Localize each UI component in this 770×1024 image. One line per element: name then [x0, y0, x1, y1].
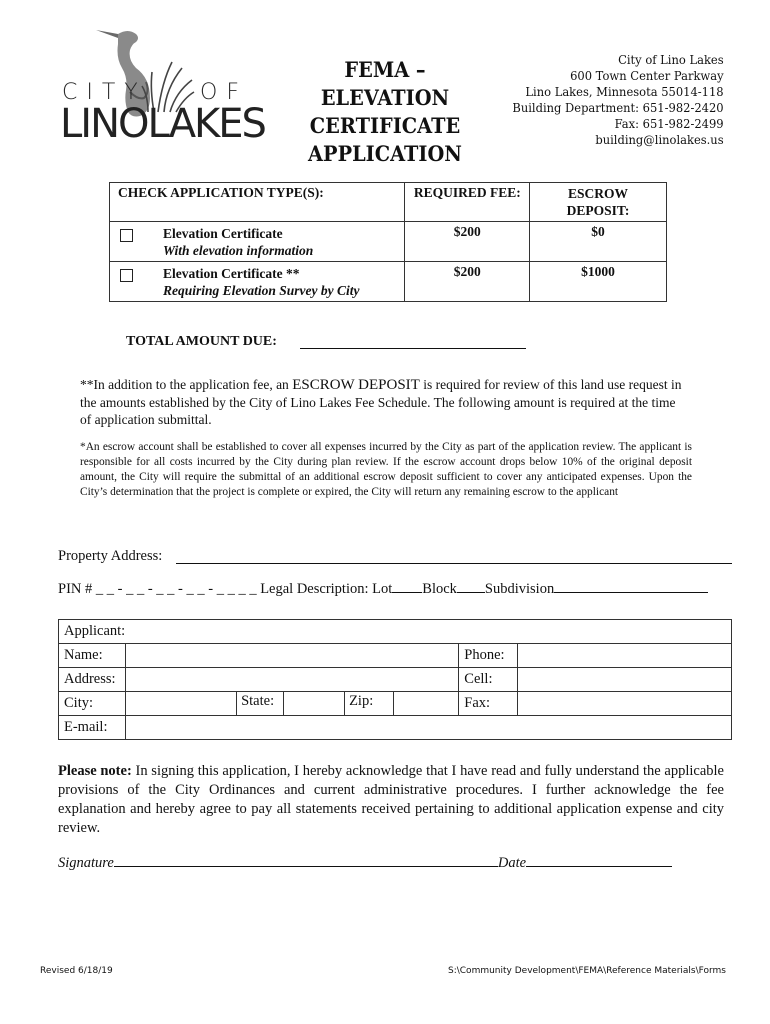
applicant-heading: Applicant:: [59, 620, 732, 644]
lot-field[interactable]: [392, 579, 422, 593]
lot-label: Lot: [372, 581, 393, 597]
city-address-block: [513, 52, 724, 148]
applicant-table: [58, 619, 732, 740]
zip-label: Zip:: [349, 693, 374, 709]
application-type-cell: [110, 262, 405, 302]
checkbox-elevation-survey[interactable]: [120, 269, 133, 282]
para1-emphasis: ESCROW DEPOSIT: [292, 377, 420, 393]
fax-label: Fax:: [459, 692, 518, 716]
state-zip-cell: [237, 692, 394, 716]
city-label: City:: [59, 692, 126, 716]
type-subtitle: Requiring Elevation Survey by City: [163, 283, 360, 298]
cell-label: Cell:: [459, 668, 518, 692]
fax-field[interactable]: [518, 692, 732, 716]
total-amount-label: TOTAL AMOUNT DUE:: [126, 334, 277, 349]
name-field[interactable]: [125, 644, 458, 668]
acknowledgement-note: [58, 762, 724, 838]
name-label: Name:: [59, 644, 126, 668]
legal-description-label: Legal Description:: [260, 581, 369, 597]
state-label: State:: [237, 692, 284, 715]
address-line: Fax: 651-982-2499: [614, 116, 724, 131]
city-field[interactable]: [125, 692, 236, 716]
total-amount-field[interactable]: [300, 348, 526, 349]
address-line: building@linolakes.us: [595, 132, 724, 147]
subdivision-field[interactable]: [554, 579, 708, 593]
date-field[interactable]: [526, 853, 672, 867]
type-subtitle: With elevation information: [163, 243, 314, 258]
phone-field[interactable]: [518, 644, 732, 668]
logo-city-text: CITY: [62, 80, 147, 105]
cell-field[interactable]: [518, 668, 732, 692]
para1-after: is required for review of this land use request in the amounts established by the City of Lino Lakes Fee Schedule. The following amount is required at the time of application submittal.: [80, 377, 682, 427]
fee-table: [109, 182, 667, 302]
address-line: City of Lino Lakes: [618, 52, 724, 67]
header-required-fee: REQUIRED FEE:: [405, 183, 530, 222]
note-label: Please note:: [58, 763, 132, 779]
address-field[interactable]: [125, 668, 458, 692]
application-type-cell: [110, 222, 405, 262]
escrow-value: $0: [530, 222, 667, 262]
note-text: In signing this application, I hereby acknowledge that I have read and fully understand the applicable provisions of the City Ordinances and current administrative procedures. I further acknowledge the fee explanation and hereby agree to pay all statements received pertaining to additional application expense and city review.: [58, 763, 724, 836]
required-fee-value: $200: [405, 262, 530, 302]
block-label: Block: [422, 581, 457, 597]
subdivision-label: Subdivision: [484, 581, 555, 597]
logo-name: LINOLAKES: [60, 101, 265, 147]
logo-of-text: OF: [200, 80, 248, 105]
pin-field[interactable]: _ _ - _ _ - _ _ - _ _ - _ _ _ _: [95, 581, 257, 597]
signature-field[interactable]: [114, 853, 498, 867]
title-line-2: CERTIFICATE: [309, 113, 461, 138]
revised-date: Revised 6/18/19: [40, 966, 113, 976]
header-escrow-deposit: ESCROW DEPOSIT:: [530, 183, 667, 222]
page-title: [279, 56, 491, 168]
title-line-1: FEMA – ELEVATION: [320, 57, 450, 110]
signature-label: Signature: [58, 855, 114, 871]
property-address-field[interactable]: [176, 563, 732, 564]
signature-row: [58, 853, 672, 872]
property-address-label: Property Address:: [58, 548, 163, 564]
pin-row: [58, 579, 708, 598]
date-label: Date: [497, 855, 527, 871]
checkbox-elevation-info[interactable]: [120, 229, 133, 242]
type-title: Elevation Certificate: [163, 226, 283, 241]
title-line-3: APPLICATION: [308, 141, 462, 166]
escrow-value: $1000: [530, 262, 667, 302]
escrow-account-note: *An escrow account shall be established to cover all expenses incurred by the City as part of the application review. The applicant is responsible for all costs incurred by the City during plan review. If the escrow account drops below 10% of the original deposit amount, the City will require the submittal of an additional escrow deposit sufficient to cover any anticipated expenses. Upon the City’s determination that the project is complete or expired, the City will return any remaining escrow to the applicant: [80, 441, 692, 498]
required-fee-value: $200: [405, 222, 530, 262]
pin-label: PIN #: [58, 581, 93, 597]
escrow-paragraph: [80, 376, 690, 428]
email-field[interactable]: [125, 716, 731, 740]
type-title: Elevation Certificate **: [163, 266, 300, 281]
state-field[interactable]: [284, 692, 345, 715]
para1-before: **In addition to the application fee, an: [80, 377, 293, 392]
email-label: E-mail:: [59, 716, 126, 740]
address-line: Lino Lakes, Minnesota 55014-118: [525, 84, 724, 99]
zip-field[interactable]: [393, 692, 459, 716]
file-path: S:\Community Development\FEMA\Reference Materials\Forms: [448, 966, 726, 976]
header-application-type: CHECK APPLICATION TYPE(S):: [110, 183, 405, 222]
block-field[interactable]: [457, 579, 485, 593]
address-line: Building Department: 651-982-2420: [512, 100, 724, 115]
address-label: Address:: [59, 668, 126, 692]
address-line: 600 Town Center Parkway: [570, 68, 724, 83]
phone-label: Phone:: [459, 644, 518, 668]
